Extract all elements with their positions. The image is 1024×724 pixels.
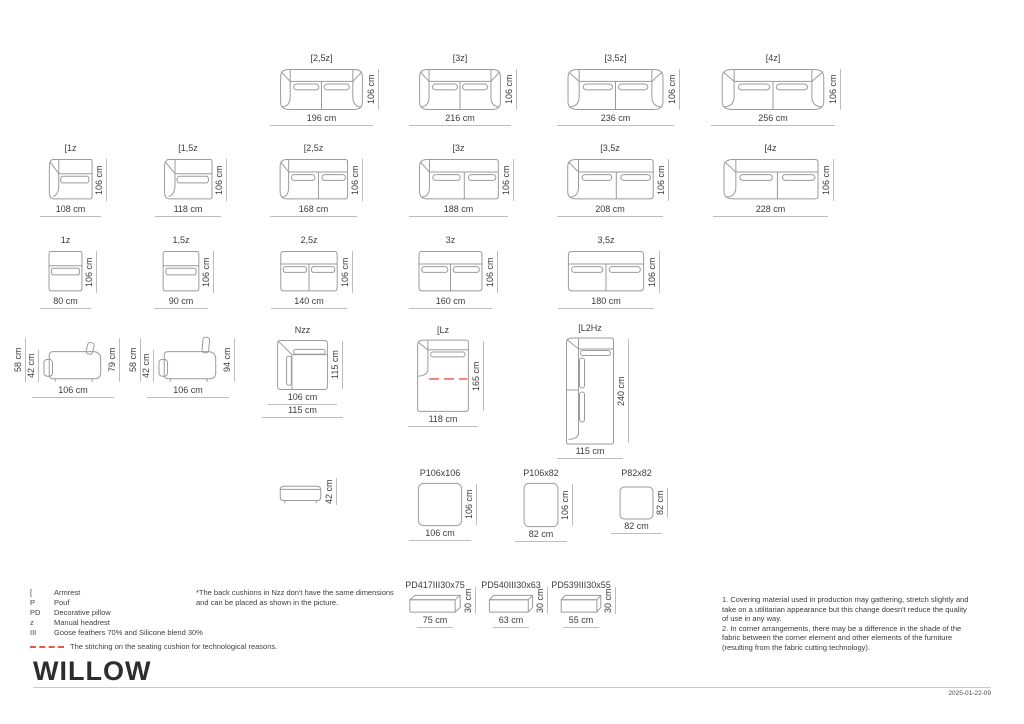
width-dimension: 236 cm [557, 113, 674, 126]
production-note-1: 1. Covering material used in production may gathering, stretch slightly and take on a utilitarian appearance but this change doesn't reduce the quality of use in any way. [722, 595, 969, 623]
width-dimension: 140 cm [271, 296, 347, 309]
sofa-top-view-drawing [721, 157, 820, 203]
chaise-top-view-drawing-with-stitching-line [416, 339, 470, 413]
depth-dimension: 106 cm [147, 385, 229, 398]
sofa-top-view-drawing [417, 249, 484, 295]
sofa-top-view-drawing [278, 67, 365, 112]
module-title: [1,5z [178, 143, 198, 153]
legend-item-filling [30, 628, 203, 638]
chaise-module-lz [416, 325, 481, 427]
module-title: P106x106 [419, 468, 461, 478]
sofa-top-view-drawing [48, 157, 93, 203]
depth-dimension: 106 cm [94, 159, 107, 201]
width-dimension: 180 cm [558, 296, 654, 309]
width-dimension: 82 cm [515, 529, 567, 542]
symbol-legend [30, 588, 203, 638]
depth-dimension: 106 cm [340, 251, 353, 293]
production-note-2: 2. In corner arrangements, there may be a difference in the shade of the fabric between the corner element and other elements of the furniture (resulting from the fabric cutting technology). [722, 623, 962, 652]
stitching-legend [30, 642, 277, 651]
sofa-top-view-drawing [566, 249, 646, 295]
pouf-side-view [278, 479, 334, 505]
legend-item-manual-headrest [30, 618, 203, 628]
back-height-dimension: 58 cm [13, 338, 26, 382]
sofa-module-3-5z-left-armrest [565, 143, 666, 217]
pillow-module-pd417 [399, 580, 471, 628]
width-dimension: 63 cm [493, 615, 530, 628]
legend-label: Pouf [54, 598, 70, 607]
width-dimension: 80 cm [40, 296, 91, 309]
module-title: P106x82 [523, 468, 559, 478]
nzz-back-cushions-note: *The back cushions in Nzz don't have the same dimensions and can be placed as shown in the picture. [196, 588, 394, 607]
width-dimension: 160 cm [409, 296, 492, 309]
depth-dimension: 82 cm [655, 488, 668, 518]
depth-dimension: 106 cm [667, 69, 680, 110]
corner-top-view-drawing [276, 339, 329, 391]
sofa-top-view-drawing [48, 249, 83, 295]
width-dimension: 55 cm [563, 615, 600, 628]
product-name-title: WILLOW [33, 656, 152, 686]
depth-dimension: 106 cm [828, 69, 841, 110]
width-dimension: 90 cm [154, 296, 208, 309]
width-dimension: 75 cm [417, 615, 454, 628]
module-title: PD539III30x55 [551, 580, 611, 590]
module-title: [4z] [765, 53, 781, 63]
sofa-side-view-drawing [155, 336, 221, 384]
legend-symbol: [ [30, 588, 33, 597]
pouf-module-p106x106 [417, 468, 474, 541]
depth-dimension: 106 cm [647, 251, 660, 293]
depth-dimension: 106 cm [504, 69, 517, 110]
seat-height-dimension: 42 cm [26, 350, 39, 382]
sofa-side-view-headrest-down [13, 336, 117, 398]
sofa-module-2-5z-left-armrest [278, 143, 360, 217]
module-title: [Lz [436, 325, 449, 335]
depth-dimension: 165 cm [471, 341, 484, 411]
legend-item-decorative-pillow [30, 608, 203, 618]
sofa-top-view-drawing [565, 157, 655, 203]
depth-dimension: 106 cm [214, 159, 227, 201]
module-title: [2,5z] [310, 53, 333, 63]
sofa-module-1z-left-armrest [48, 143, 104, 217]
pillow-module-pd539 [547, 580, 615, 628]
legend-symbol: z [30, 618, 34, 627]
width-dimension: 106 cm [409, 528, 471, 541]
long-chaise-module-l2hz [565, 323, 626, 459]
legend-item-pouf [30, 598, 203, 608]
sofa-top-view-drawing [278, 157, 349, 203]
width-outer-dimension: 115 cm [262, 405, 343, 418]
module-title: 1,5z [172, 235, 190, 245]
width-dimension: 208 cm [557, 204, 663, 217]
module-title: [3,5z [600, 143, 620, 153]
total-height-dimension: 94 cm [222, 338, 235, 382]
legend-item-armrest [30, 588, 203, 598]
legend-symbol: III [30, 628, 37, 637]
width-dimension: 115 cm [557, 446, 623, 459]
module-title: PD540III30x63 [481, 580, 541, 590]
legend-label: Decorative pillow [54, 608, 111, 617]
module-title: [1z [64, 143, 77, 153]
depth-dimension: 240 cm [616, 339, 629, 443]
width-inner-dimension: 106 cm [268, 392, 337, 405]
depth-dimension: 106 cm [821, 159, 834, 201]
height-dimension: 30 cm [603, 587, 616, 614]
width-dimension: 256 cm [711, 113, 835, 126]
sofa-module-1z-armless [48, 235, 94, 309]
pouf-top-view-drawing [619, 486, 654, 520]
module-title: 1z [60, 235, 71, 245]
module-title: Nzz [294, 325, 311, 335]
legend-symbol: P [30, 598, 36, 607]
legend-symbol: PD [30, 608, 41, 617]
pouf-top-view-drawing [417, 482, 463, 527]
back-height-dimension: 58 cm [128, 338, 141, 382]
pouf-top-view-drawing [523, 482, 559, 528]
width-dimension: 228 cm [713, 204, 828, 217]
pillow-3d-drawing [487, 594, 535, 614]
module-title: P82x82 [621, 468, 652, 478]
total-height-dimension: 79 cm [107, 338, 120, 382]
legend-label: Goose feathers 70% and Silicone blend 30% [54, 628, 203, 637]
depth-dimension: 106 cm [485, 251, 498, 293]
module-title: [3z [452, 143, 465, 153]
depth-dimension: 106 cm [350, 159, 363, 201]
sofa-top-view-drawing [417, 157, 500, 203]
sofa-side-view-drawing [40, 336, 106, 384]
module-title: 2,5z [300, 235, 318, 245]
footer-divider [33, 687, 991, 688]
module-title: PD417III30x75 [405, 580, 465, 590]
width-dimension: 196 cm [270, 113, 373, 126]
seat-height-dimension: 42 cm [141, 350, 154, 382]
width-dimension: 108 cm [40, 204, 101, 217]
sofa-top-view-drawing [719, 67, 827, 112]
stitching-note-text: The stitching on the seating cushion for technological reasons. [70, 642, 278, 651]
legend-label: Armrest [54, 588, 81, 597]
sofa-module-2-5z-armless [279, 235, 350, 309]
height-dimension: 42 cm [324, 478, 337, 505]
module-title: [3z] [452, 53, 468, 63]
long-chaise-top-view-drawing [565, 337, 615, 445]
sofa-module-3-5z-armless [566, 235, 657, 309]
production-notes [722, 595, 972, 652]
width-dimension: 118 cm [155, 204, 221, 217]
sofa-top-view-drawing [417, 67, 503, 112]
depth-dimension: 106 cm [84, 251, 97, 293]
document-date: 2025-01-22-09 [948, 690, 991, 697]
sofa-module-3-5z-both-armrests [565, 53, 677, 126]
depth-dimension: 106 cm [366, 69, 379, 110]
sofa-top-view-drawing [279, 249, 339, 295]
module-title: 3z [445, 235, 456, 245]
pillow-3d-drawing [559, 594, 603, 614]
depth-dimension: 106 cm [560, 484, 573, 526]
corner-module-nzz [276, 325, 340, 418]
height-dimension: 30 cm [463, 587, 476, 614]
depth-dimension: 106 cm [501, 159, 514, 201]
module-title: [3,5z] [604, 53, 627, 63]
pouf-module-p106x82 [523, 468, 570, 542]
width-dimension: 216 cm [409, 113, 511, 126]
module-title: [2,5z [303, 143, 324, 153]
sofa-module-3z-armless [417, 235, 495, 309]
legend-label: Manual headrest [54, 618, 110, 627]
sofa-module-3z-both-armrests [417, 53, 514, 126]
sofa-module-1-5z-left-armrest [163, 143, 224, 217]
width-dimension: 168 cm [270, 204, 357, 217]
pillow-3d-drawing [407, 594, 463, 614]
width-dimension: 118 cm [408, 414, 478, 427]
module-title: 3,5z [597, 235, 615, 245]
width-dimension: 188 cm [409, 204, 508, 217]
depth-dimension: 115 cm [330, 341, 343, 389]
module-title: [L2Hz [578, 323, 602, 333]
sofa-module-1-5z-armless [162, 235, 211, 309]
pillow-module-pd540 [477, 580, 545, 628]
depth-dimension: 106 cm [464, 484, 477, 525]
sofa-module-2-5z-both-armrests [278, 53, 376, 126]
depth-dimension: 106 cm [201, 251, 214, 293]
depth-dimension: 106 cm [656, 159, 669, 201]
depth-dimension: 106 cm [32, 385, 114, 398]
sofa-module-3z-left-armrest [417, 143, 511, 217]
height-dimension: 30 cm [535, 587, 548, 614]
sofa-module-4z-both-armrests [719, 53, 838, 126]
sofa-top-view-drawing [565, 67, 666, 112]
module-title: [4z [764, 143, 777, 153]
pouf-module-p82x82 [619, 468, 665, 534]
red-dashed-line-sample [30, 646, 64, 648]
sofa-module-4z-left-armrest [721, 143, 831, 217]
sofa-top-view-drawing [162, 249, 200, 295]
sofa-top-view-drawing [163, 157, 213, 203]
sofa-side-view-headrest-up [128, 336, 232, 398]
pouf-side-view-drawing [278, 484, 323, 505]
width-dimension: 82 cm [611, 521, 662, 534]
